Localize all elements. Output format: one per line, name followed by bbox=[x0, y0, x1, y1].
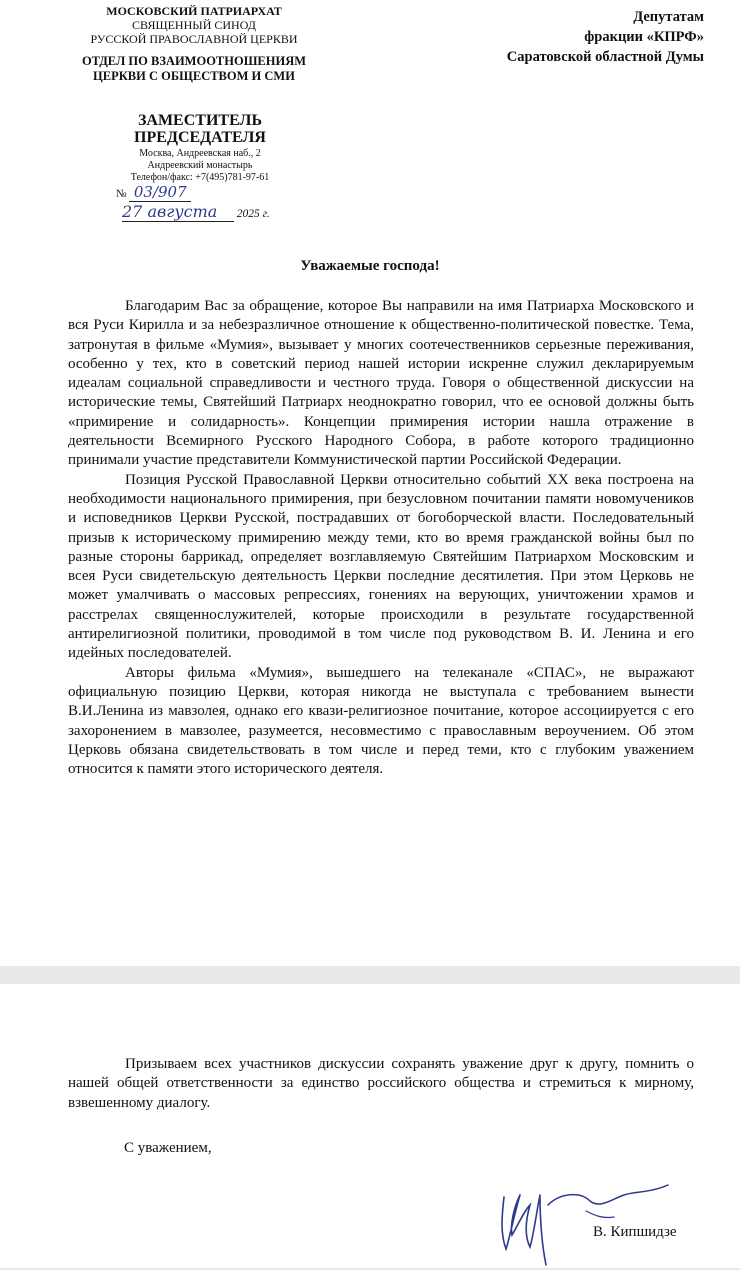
signatory-name: В. Кипшидзе bbox=[593, 1224, 677, 1240]
closing-paragraph: Призываем всех участников дискуссии сохранять уважение друг к другу, помнить о нашей общей ответственности за единство российского общества и стремиться к мирному, взвешенному диалогу. bbox=[68, 1056, 694, 1111]
position-title-1: ЗАМЕСТИТЕЛЬ bbox=[137, 112, 263, 129]
registration-number bbox=[116, 183, 191, 202]
salutation: Уважаемые господа! bbox=[300, 258, 440, 274]
phone-line: Телефон/факс: +7(495)781-97-61 bbox=[130, 172, 270, 183]
reg-number-handwritten: 03/907 bbox=[133, 183, 187, 201]
date-year: 2025 г. bbox=[236, 208, 270, 220]
registration-date bbox=[122, 202, 270, 222]
paragraph-3: Авторы фильма «Мумия», вышедшего на телеканале «СПАС», не выражают официальную позицию Церкви, которая никогда не выступала с требованием вынести В.И.Ленина из мавзолея, однако его квази-религиозное почитание, которое ассоциируется с его захоронением в мавзолее, разумеется, несовместимо с православным вероучением. Об этом Церковь обязана свидетельствовать в том числе и перед теми, кто с глубоким уважением относится к памяти этого исторического деятеля. bbox=[68, 664, 694, 778]
department-name bbox=[56, 54, 332, 84]
date-handwritten: 27 августа bbox=[122, 202, 218, 221]
regards: С уважением, bbox=[124, 1140, 212, 1156]
closing-body bbox=[68, 1055, 694, 1113]
recipient-line-1: Депутатам bbox=[633, 9, 704, 25]
paragraph-1: Благодарим Вас за обращение, которое Вы направили на имя Патриарха Московского и вся Руси Кирилла и за небезразличное отношение к общественно-политической повестке. Тема, затронутая в фильме «Мумия», вызывает у многих соотечественников серьезные переживания, особенно у тех, кто в советский период нашей истории искренне служил декларируемым идеалам социальной справедливости и честного труда. Говоря о общественной дискуссии на исторические темы, Святейший Патриарх неоднократно говорил, что ее основой должны быть «примирение и солидарность». Концепции примирения истории нашла отражение в деятельности Всемирного Русского Народного Собора, в работе которого традиционно принимали участие представители Коммунистической партии Российской Федерации. bbox=[68, 298, 694, 469]
letterhead bbox=[56, 4, 332, 84]
department-line-1: ОТДЕЛ ПО ВЗАИМООТНОШЕНИЯМ bbox=[81, 54, 307, 68]
handwritten-signature bbox=[490, 1175, 680, 1270]
address-line-1: Москва, Андреевская наб., 2 bbox=[139, 148, 261, 159]
org-name: МОСКОВСКИЙ ПАТРИАРХАТ bbox=[106, 4, 282, 18]
position-title-2: ПРЕДСЕДАТЕЛЯ bbox=[134, 129, 266, 146]
recipient-line-2: фракции «КПРФ» bbox=[584, 29, 704, 45]
paragraph-2: Позиция Русской Православной Церкви относительно событий XX века построена на необходимости национального примирения, при безусловном почитании памяти новомучеников и исповедников Церкви Русской, пострадавших от богоборческой власти. Последовательный призыв к историческому примирению между теми, кто во время гражданской войны был по разные стороны баррикад, определяет возглавляемую Святейшим Патриархом Московским и всея Руси свидетельскую деятельность Церкви последние десятилетия. При этом Церковь не может умалчивать о массовых репрессиях, гонениях на верующих, уничтожении храмов и расстрелах священнослужителей, которые происходили в результате государственной антирелигиозной политики, проводимой в том числе под руководством В. И. Ленина и его идейных последователей. bbox=[68, 471, 694, 662]
recipient-block bbox=[507, 7, 704, 67]
church-name: РУССКОЙ ПРАВОСЛАВНОЙ ЦЕРКВИ bbox=[90, 32, 298, 46]
recipient-line-3: Саратовской областной Думы bbox=[506, 49, 704, 65]
address-line-2: Андреевский монастырь bbox=[147, 160, 253, 171]
letter-body bbox=[68, 297, 694, 779]
department-line-2: ЦЕРКВИ С ОБЩЕСТВОМ И СМИ bbox=[93, 69, 295, 83]
position-block bbox=[90, 112, 310, 184]
synod-name: СВЯЩЕННЫЙ СИНОД bbox=[132, 18, 256, 32]
number-sign: № bbox=[116, 188, 127, 200]
